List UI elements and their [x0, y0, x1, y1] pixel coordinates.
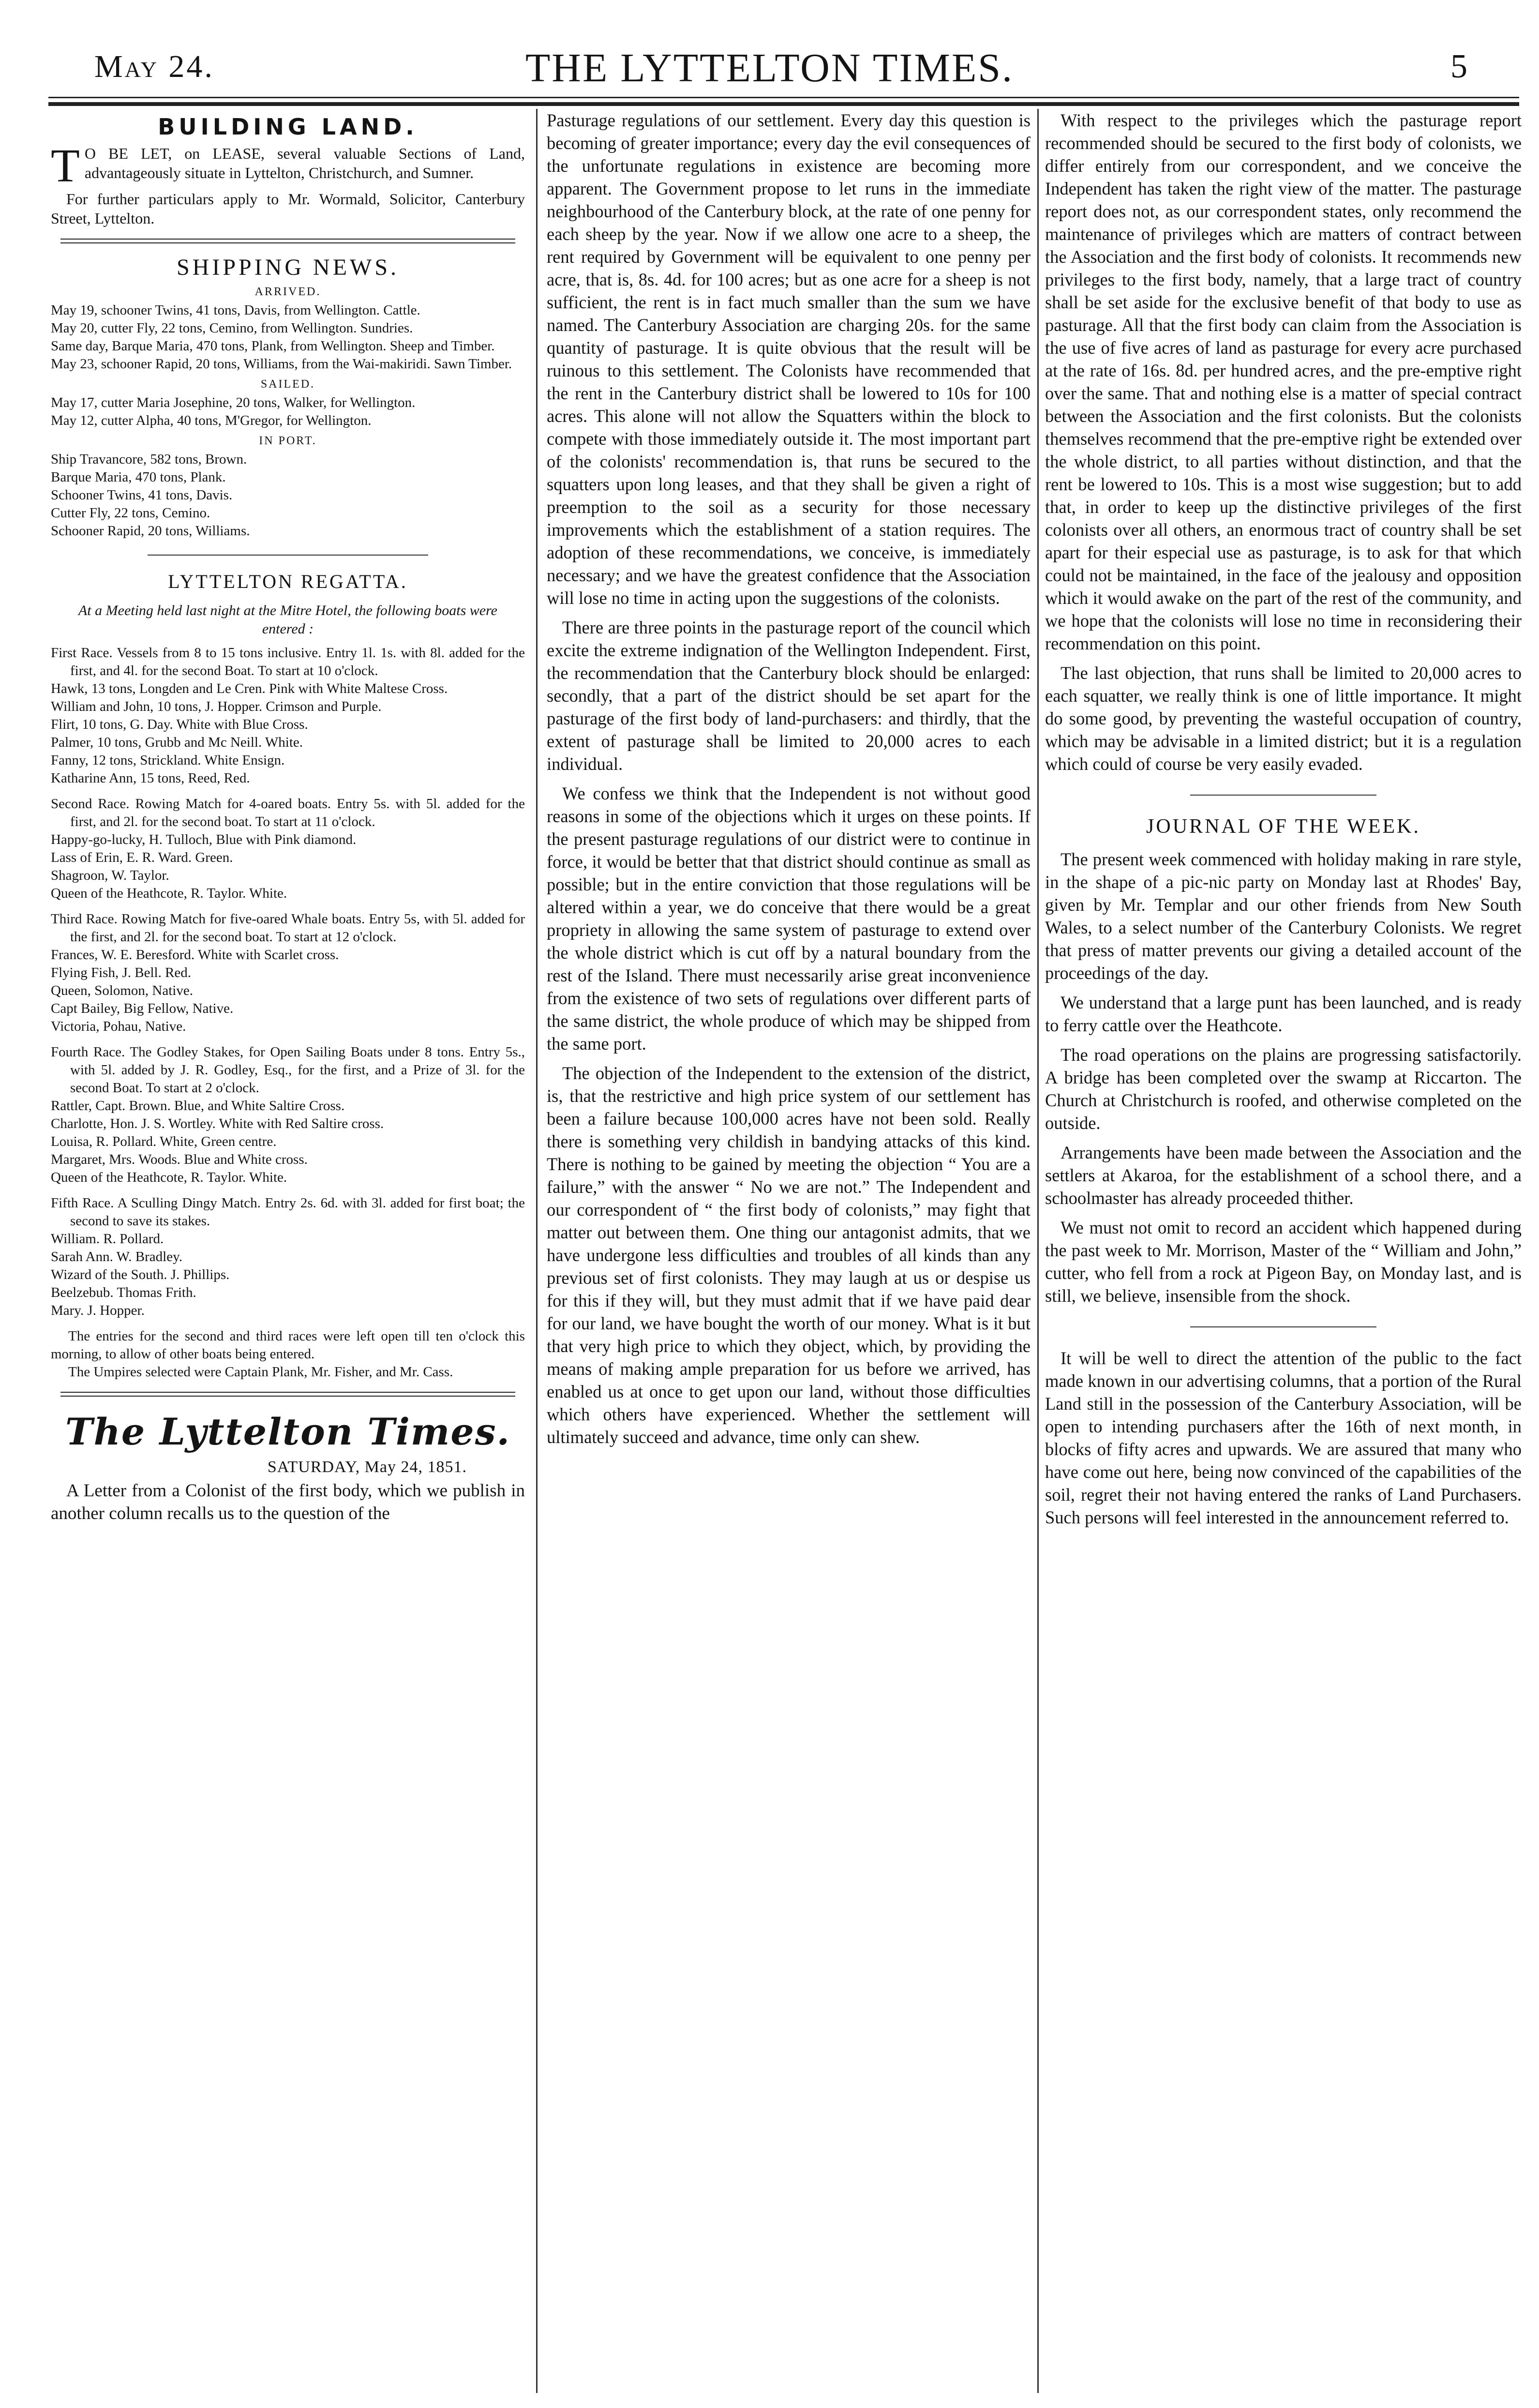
regatta-intro: At a Meeting held last night at the Mitre Hotel, the following boats were entered : — [78, 602, 497, 637]
race-entry: Charlotte, Hon. J. S. Wortley. White with Red Saltire cross. — [51, 1116, 384, 1131]
journal-of-the-week — [1045, 815, 1522, 1307]
journal-heading: JOURNAL OF THE WEEK. — [1146, 815, 1420, 838]
regatta-section — [51, 570, 525, 1381]
race-entry: Hawk, 13 tons, Longden and Le Cren. Pink with White Maltese Cross. — [51, 681, 448, 696]
section-rule — [1190, 1326, 1376, 1327]
section-rule — [148, 555, 428, 556]
race-entry: Rattler, Capt. Brown. Blue, and White Saltire Cross. — [51, 1098, 345, 1114]
shipping-news — [51, 254, 525, 540]
in-port-item: Schooner Twins, 41 tons, Davis. — [51, 487, 233, 503]
page-number: 5 — [1450, 48, 1467, 85]
race-entry: Queen of the Heathcote, R. Taylor. White. — [51, 1170, 287, 1185]
column-divider-1 — [536, 109, 538, 2393]
column-3 — [1045, 109, 1522, 2393]
journal-paragraph: Arrangements have been made between the Association and the settlers at Akaroa, for the establishment of a school there, and a schoolmaster has already proceeded thither. — [1045, 1143, 1522, 1208]
column-2 — [547, 109, 1031, 2393]
editorial-paragraph: There are three points in the pasturage report of the council which excite the extreme indignation of the Wellington Independent. First, the recommendation that the Canterbury block should be enlarged: secondly, that a part of the district should be set apart for the pasturage of the first body of land-purchasers: and thirdly, that the extent of pasturage shall be limited to 20,000 acres to each individual. — [547, 617, 1031, 774]
in-port-label: IN PORT. — [259, 435, 317, 447]
arrived-item: May 23, schooner Rapid, 20 tons, Williams, from the Wai-makiridi. Sawn Timber. — [51, 356, 512, 372]
regatta-note: The Umpires selected were Captain Plank, Mr. Fisher, and Mr. Cass. — [68, 1364, 453, 1380]
in-port-item: Cutter Fly, 22 tons, Cemino. — [51, 505, 210, 521]
race-entry: Frances, W. E. Beresford. White with Scarlet cross. — [51, 947, 339, 963]
editorial-paragraph: The objection of the Independent to the extension of the district, is, that the restrictive and high price system of our settlement has been a failure because 100,000 acres have not been sold. Really there is something very childish in bandying attacks of this kind. There is nothing to be gained by meeting the objection “ You are a failure,” with the answer “ No we are not.” The Independent and our correspondent of “ the first body of colonists,” may fight that matter out between them. One thing our antagonist admits, that we have undergone less difficulties and troubles of all kinds than any previous set of first colonists. They may laugh at us or despise us for this if they will, but they must admit that if we have paid dear for our land, we have bought the worth of our money. What is it but that very high price to which they object, which, by providing the means of making ample preparation for us before we arrived, has enabled us at once to get upon our land, without those difficulties which others have experienced. Whether the settlement will ultimately succeed and advance, time only can shew. — [547, 1063, 1031, 1447]
race-entry: Queen, Solomon, Native. — [51, 983, 193, 998]
shipping-heading: SHIPPING NEWS. — [176, 255, 400, 280]
race-entry: Beelzebub. Thomas Frith. — [51, 1285, 196, 1300]
race-entry: Shagroon, W. Taylor. — [51, 868, 169, 883]
section-rule — [60, 1392, 515, 1397]
building-land-p2: For further particulars apply to Mr. Wormald, Solicitor, Canterbury Street, Lyttelton. — [51, 190, 525, 227]
race-entry: Queen of the Heathcote, R. Taylor. White. — [51, 886, 287, 901]
race-description: Third Race. Rowing Match for five-oared Whale boats. Entry 5s, with 5l. added for the first, and 2l. for the second boat. To start at 12 o'clock. — [51, 911, 525, 945]
editorial-lead: A Letter from a Colonist of the first body, which we publish in another column recalls us to the question of the — [51, 1481, 525, 1523]
race-entry: William. R. Pollard. — [51, 1231, 164, 1247]
editorial-paragraph: With respect to the privileges which the pasturage report recommended should be secured to the first body of colonists, we differ entirely from our correspondent, and we conceive the Independent has taken the right view of the matter. The pasturage report does not, as our correspondent states, only recommend the maintenance of privileges which are matters of contract between the Association and the first body of colonists. It recommends new privileges to the first body, namely, that a large tract of country shall be set aside for the exclusive benefit of that body to use as pasturage. All that the first body can claim from the Association is the use of five acres of land as pasturage for every acre purchased at the rate of 16s. 8d. per hundred acres, and the pre-emptive right over the same. That and nothing else is a matter of special contract between the Association and the first colonists. But the colonists themselves recommend that the pre-emptive right be extended over the whole district, to all parties without distinction, and that the rent be lowered to 10s. This is a most wise suggestion; but to add that, in order to keep up the distinctive privileges of the first colonists over all others, an enormous tract of country shall be set apart for their especial use as pasturage, is to ask for that which could not be maintained, in the face of the jealousy and opposition which it would awake on the part of the rest of the community, and we hope that the colonists will lose no time in reconsidering their recommendation on this point. — [1045, 110, 1522, 653]
in-port-item: Barque Maria, 470 tons, Plank. — [51, 469, 226, 485]
section-rule — [1190, 795, 1376, 796]
column-1 — [51, 109, 525, 2393]
building-land-advert — [51, 114, 525, 228]
drop-cap: T — [51, 140, 80, 192]
section-rule — [60, 239, 515, 243]
race-entry: Flirt, 10 tons, G. Day. White with Blue Cross. — [51, 717, 308, 732]
arrived-item: Same day, Barque Maria, 470 tons, Plank, from Wellington. Sheep and Timber. — [51, 338, 495, 354]
editorial-paragraph: We confess we think that the Independent is not without good reasons in some of the objections which it urges on these points. If the present pasturage regulations of our district were to continue in force, it would be better that that district should continue as small as possible; but in the entire conviction that those regulations will be altered within a year, we do conceive that there would be a great propriety in allowing the same system of pasturage to extend over the whole district which is cut off by a natural boundary from the rest of the Island. There must necessarily arise great inconvenience from the existence of two sets of regulations over different parts of the same district, the whole produce of which may be shipped from the same port. — [547, 783, 1031, 1054]
race-entry: Victoria, Pohau, Native. — [51, 1019, 186, 1034]
journal-paragraph: We must not omit to record an accident which happened during the past week to Mr. Morrison, Master of the “ William and John,” cutter, who fell from a rock at Pigeon Bay, on Monday last, and is still, we believe, insensible from the shock. — [1045, 1218, 1522, 1306]
journal-paragraph: The present week commenced with holiday making in rare style, in the shape of a pic-nic party on Monday last at Rhodes' Bay, given by Mr. Templar and our other friends from New South Wales, to a select number of the Canterbury Colonists. We regret that press of matter prevents our giving a detailed account of the proceedings of the day. — [1045, 849, 1522, 983]
building-land-heading: BUILDING LAND. — [158, 114, 418, 140]
journal-paragraph: We understand that a large punt has been launched, and is ready to ferry cattle over the Heathcote. — [1045, 993, 1522, 1035]
sailed-label: SAILED. — [260, 378, 315, 391]
arrived-item: May 19, schooner Twins, 41 tons, Davis, from Wellington. Cattle. — [51, 302, 420, 318]
race-description: First Race. Vessels from 8 to 15 tons inclusive. Entry 1l. 1s. with 8l. added for the first, and 4l. for the second Boat. To start at 10 o'clock. — [51, 645, 525, 678]
arrived-item: May 20, cutter Fly, 22 tons, Cemino, from Wellington. Sundries. — [51, 320, 413, 336]
race-entry: Palmer, 10 tons, Grubb and Mc Neill. White. — [51, 735, 303, 750]
race-entry: Margaret, Mrs. Woods. Blue and White cross. — [51, 1152, 308, 1167]
in-port-item: Ship Travancore, 582 tons, Brown. — [51, 452, 247, 467]
column-divider-2 — [1037, 109, 1039, 2393]
race-entry: Capt Bailey, Big Fellow, Native. — [51, 1001, 234, 1016]
race-entry: Lass of Erin, E. R. Ward. Green. — [51, 850, 233, 865]
race-entry: William and John, 10 tons, J. Hopper. Crimson and Purple. — [51, 699, 382, 714]
newspaper-title: THE LYTTELTON TIMES. — [525, 45, 1014, 90]
issue-date: May 24. — [94, 49, 214, 84]
masthead-title: The Lyttelton Times. — [65, 1410, 510, 1453]
journal-paragraph: The road operations on the plains are progressing satisfactorily. A bridge has been completed over the swamp at Riccarton. The Church at Christchurch is roofed, and otherwise completed on the outside. — [1045, 1045, 1522, 1133]
race-entry: Wizard of the South. J. Phillips. — [51, 1267, 230, 1282]
editorial-dateline: SATURDAY, May 24, 1851. — [267, 1458, 467, 1476]
building-land-text — [51, 140, 525, 192]
header-rule-thin — [48, 97, 1519, 98]
page-header — [0, 0, 1539, 97]
race-entry: Happy-go-lucky, H. Tulloch, Blue with Pink diamond. — [51, 832, 357, 847]
editorial-paragraph: Pasturage regulations of our settlement. Every day this question is becoming of greater importance; every day the evil consequences of the unfortunate regulations in existence are becoming more apparent. The Government propose to let runs in the immediate neighbourhood of the Canterbury block, at the rate of one penny for each sheep by the year. Now if we allow one acre to a sheep, the rent required by Government will be equivalent to one penny per acre, that is, 8s. 4d. for 100 acres; but as one acre for a sheep is not sufficient, the rent is in fact much smaller than the sum we have named. The Canterbury Association are charging 20s. for the same quantity of pasturage. It is quite obvious that the result will be ruinous to this settlement. The Colonists have recommended that the rent in the Canterbury district shall be lowered to 10s for 100 acres. This alone will not allow the Squatters within the block to compete with those immediately outside it. The most important part of the colonists' recommendation is, that runs be secured to the squatters upon long leases, and that they shall be given a right of preemption to the soil as a security for those necessary improvements which the establishment of a station requires. The adoption of these recommendations, we conceive, is immediately necessary; and we have the greatest confidence that the Association will lose no time in acting upon the suggestions of the colonists. — [547, 110, 1031, 608]
race-description: Fourth Race. The Godley Stakes, for Open Sailing Boats under 8 tons. Entry 5s., with 5l. added by J. R. Godley, Esq., for the first, and a Prize of 3l. for the second Boat. To start at 2 o'clock. — [51, 1044, 525, 1096]
race-entry: Mary. J. Hopper. — [51, 1303, 145, 1318]
building-land-p1: O BE LET, on LEASE, several valuable Sections of Land, advantageously situate in Lyttelton, Christchurch, and Sumner. — [84, 145, 525, 181]
race-entry: Sarah Ann. W. Bradley. — [51, 1249, 182, 1264]
land-notice: It will be well to direct the attention of the public to the fact made known in our advertising columns, that a portion of the Rural Land still in the possession of the Canterbury Association, will be open to intending purchasers after the 16th of next month, in blocks of fifty acres and upwards. We are assured that many who have come out here, being now convinced of the capabilities of the soil, regret their not having entered the ranks of Land Purchasers. Such persons will feel interested in the announcement referred to. — [1045, 1348, 1522, 1527]
sailed-item: May 17, cutter Maria Josephine, 20 tons, Walker, for Wellington. — [51, 395, 416, 410]
race-description: Fifth Race. A Sculling Dingy Match. Entry 2s. 6d. with 3l. added for first boat; the second to save its stakes. — [51, 1195, 525, 1229]
sailed-item: May 12, cutter Alpha, 40 tons, M'Gregor, for Wellington. — [51, 413, 372, 428]
regatta-heading: LYTTELTON REGATTA. — [168, 571, 408, 592]
header-rule-thick — [48, 102, 1519, 106]
race-description: Second Race. Rowing Match for 4-oared boats. Entry 5s. with 5l. added for the first, and 2l. for the second boat. To start at 11 o'clock. — [51, 796, 525, 829]
race-entry: Louisa, R. Pollard. White, Green centre. — [51, 1134, 277, 1149]
regatta-note: The entries for the second and third races were left open till ten o'clock this morning, to allow of other boats being entered. — [51, 1328, 525, 1362]
race-entry: Flying Fish, J. Bell. Red. — [51, 965, 192, 980]
arrived-label: ARRIVED. — [254, 286, 321, 298]
in-port-item: Schooner Rapid, 20 tons, Williams. — [51, 523, 250, 539]
editorial-paragraph: The last objection, that runs shall be limited to 20,000 acres to each squatter, we really think is one of little importance. It might do some good, by preventing the wasteful occupation of country, which may be advisable in a limited district; but it is a regulation which could of course be very easily evaded. — [1045, 663, 1522, 774]
race-entry: Katharine Ann, 15 tons, Reed, Red. — [51, 770, 250, 786]
race-entry: Fanny, 12 tons, Strickland. White Ensign. — [51, 752, 285, 768]
